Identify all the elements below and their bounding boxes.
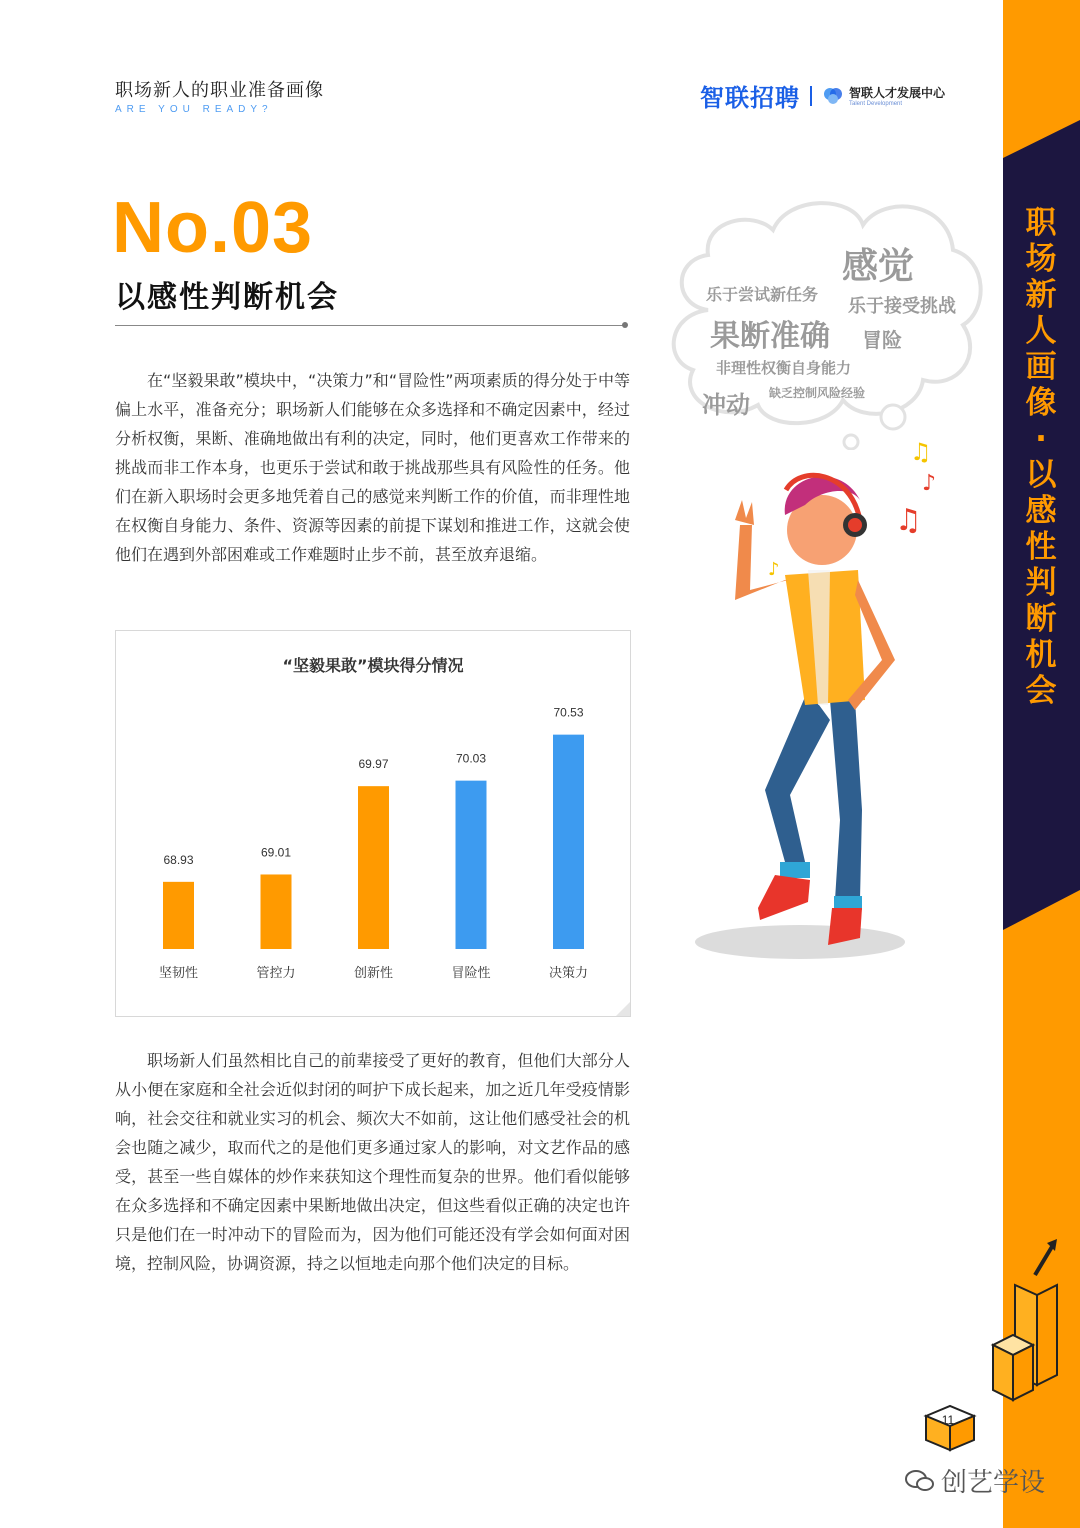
side-vertical-label: 职场新人画像 · 以感性判断机会 (1025, 205, 1057, 709)
bar-decoration-illustration (985, 1235, 1080, 1410)
chart-value-label-4: 70.03 (455, 751, 487, 766)
chart-value-label-5: 70.53 (553, 705, 584, 720)
cloud-word-try-new-tasks: 乐于尝试新任务 (706, 285, 819, 304)
page-number-badge (922, 1404, 978, 1454)
brand-sub-group (849, 84, 945, 107)
body-paragraph-2: 职场新人们虽然相比自己的前辈接受了更好的教育，但他们大部分人从小便在家庭和全社会近似封闭的呵护下成长起来，加之近几年受疫情影响，社会交往和就业实习的机会、频次大不如前，这让他们感受社会的机会也随之减少，取而代之的是他们更多通过家人的影响，对文艺作品的感受，甚至一些自媒体的炒作来获知这个理性而复杂的世界。他们看似能够在众多选择和不确定因素中果断地做出决定，但这些看似正确的决定也许只是他们在一时冲动下的冒险而为，因为他们可能还没有学会如何面对困境，控制风险，协调资源，持之以恒地走向那个他们决定的目标。 (115, 1051, 630, 1273)
chart-bar-3 (358, 786, 389, 949)
wechat-icon (905, 1468, 935, 1494)
chart-value-label-1: 68.93 (163, 852, 194, 867)
score-chart (115, 630, 631, 1017)
cloud-word-feeling: 感觉 (842, 246, 915, 287)
section-divider-dot (622, 322, 628, 328)
brand-main-name: 智联招聘 (700, 84, 800, 112)
chart-category-label-2: 管控力 (256, 966, 296, 981)
watermark-text: 创艺学设 (941, 1468, 1046, 1498)
brand-sub-english: Talent Development (849, 101, 903, 107)
cloud-word-lack-risk-control: 缺乏控制风险经验 (769, 386, 866, 400)
cloud-word-decisive: 果断准确 (710, 319, 830, 354)
chart-bar-1 (163, 882, 194, 949)
talent-center-logo-icon (822, 85, 844, 107)
brand-sub-name: 智联人才发展中心 (849, 86, 946, 100)
svg-text:♫: ♫ (910, 438, 932, 466)
section-number: No.03 (112, 188, 314, 268)
chart-category-label-3: 创新性 (353, 966, 394, 981)
brand-divider (810, 86, 812, 106)
chart-corner-fold (616, 1002, 630, 1016)
chart-value-label-3: 69.97 (358, 757, 389, 772)
cloud-word-impulse: 冲动 (702, 391, 750, 419)
section-divider (115, 325, 625, 326)
header-subtitle: ARE YOU READY? (115, 104, 273, 115)
chart-category-label-1: 坚韧性 (158, 966, 199, 981)
chart-title: “坚毅果敢”模块得分情况 (282, 656, 464, 675)
svg-text:♫: ♫ (895, 503, 922, 538)
page-number: 11 (941, 1413, 955, 1427)
chart-value-label-2: 69.01 (260, 845, 292, 860)
chart-category-label-4: 冒险性 (451, 966, 491, 981)
section-title: 以感性判断机会 (115, 280, 339, 315)
brand-logo-group (700, 78, 945, 113)
cloud-word-risk: 冒险 (862, 328, 902, 352)
body-paragraph-1: 在“坚毅果敢”模块中，“决策力”和“冒险性”两项素质的得分处于中等偏上水平，准备充分；职场新人们能够在众多选择和不确定因素中，经过分析权衡，果断、准确地做出有利的决定，同时，他们更喜欢工作带来的挑战而非工作本身，也更乐于尝试和敢于挑战那些具有风险性的任务。他们在新入职场时会更多地凭着自己的感觉来判断工作的价值，而非理性地在权衡自身能力、条件、资源等因素的前提下谋划和推进工作，这就会使他们在遇到外部困难或工作难题时止步不前，甚至放弃退缩。 (115, 371, 630, 564)
header-title: 职场新人的职业准备画像 (115, 80, 324, 101)
chart-bar-5 (553, 735, 584, 949)
chart-bar-4 (456, 781, 487, 949)
watermark (905, 1462, 1045, 1499)
cloud-word-accept-challenge: 乐于接受挑战 (848, 296, 956, 317)
chart-bar-2 (261, 874, 292, 949)
dancing-character-illustration (690, 430, 980, 960)
cloud-word-irrational: 非理性权衡自身能力 (716, 359, 852, 377)
chart-category-label-5: 决策力 (548, 966, 589, 981)
svg-text:♪: ♪ (922, 471, 937, 496)
svg-text:♪: ♪ (768, 559, 780, 580)
score-chart-svg (116, 631, 630, 1016)
